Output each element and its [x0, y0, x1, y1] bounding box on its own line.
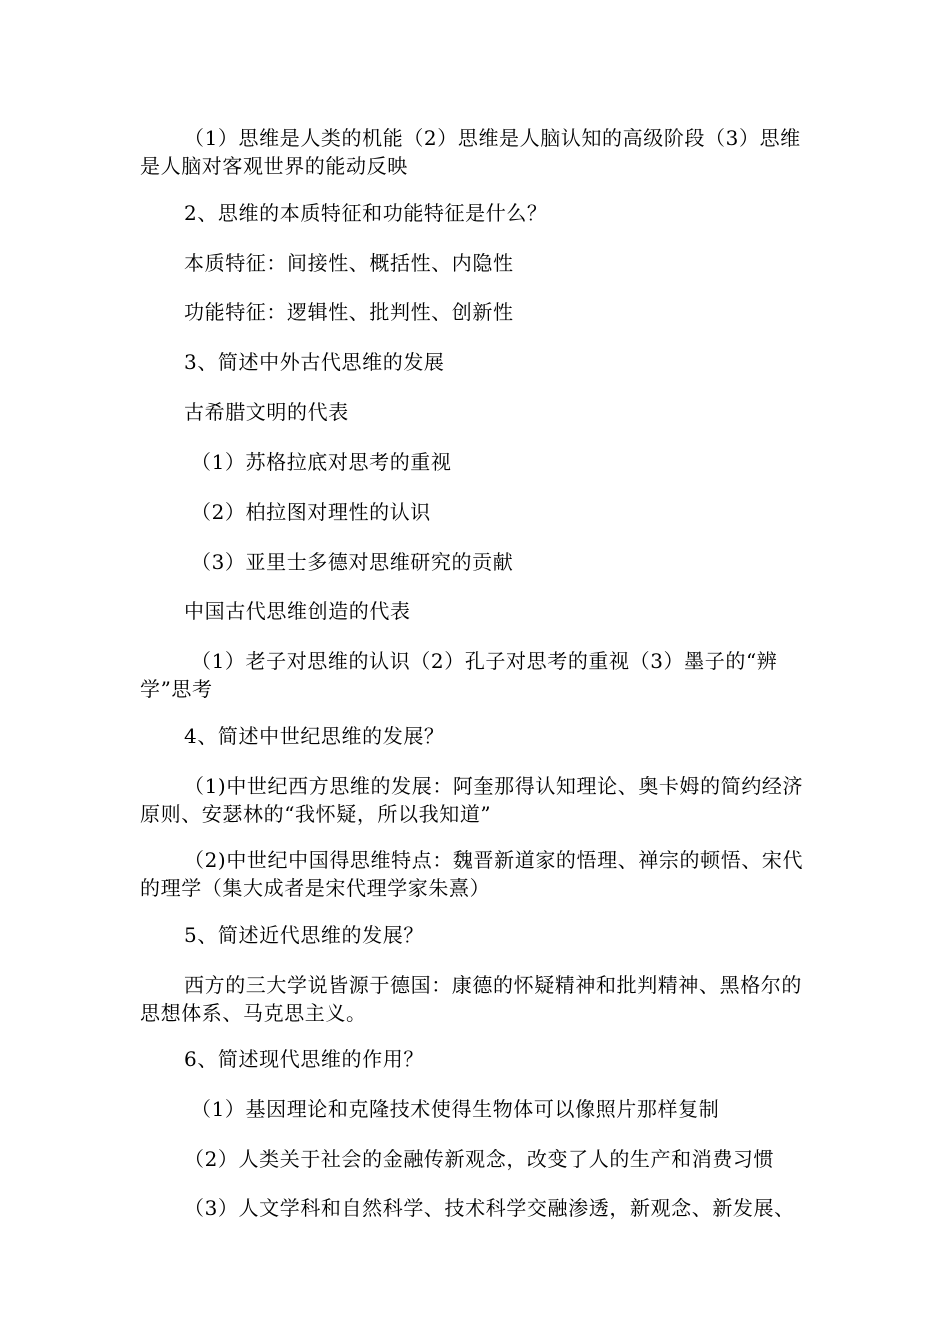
heading-question-4: 4、简述中世纪思维的发展？ [184, 724, 445, 748]
paragraph-functional-features: 功能特征：逻辑性、批判性、创新性 [184, 300, 514, 324]
paragraph-essential-features: 本质特征：间接性、概括性、内隐性 [184, 251, 514, 275]
list-item-finance-concepts: （2）人类关于社会的金融传新观念，改变了人的生产和消费习惯 [184, 1147, 775, 1171]
paragraph-thinking-definition: （1）思维是人类的机能（2）思维是人脑认知的高级阶段（3）思维是人脑对客观世界的能动反映 [140, 126, 801, 178]
list-item-humanities-science: （3）人文学科和自然科学、技术科学交融渗透，新观念、新发展、 [184, 1196, 795, 1220]
heading-question-6: 6、简述现代思维的作用？ [184, 1047, 424, 1071]
list-item-gene-cloning: （1）基因理论和克隆技术使得生物体可以像照片那样复制 [184, 1097, 720, 1121]
paragraph-chinese-ancient: 中国古代思维创造的代表 [184, 599, 411, 623]
paragraph-medieval-china: （2)中世纪中国得思维特点：魏晋新道家的悟理、禅宗的顿悟、宋代的理学（集大成者是宋代理学家朱熹） [140, 848, 804, 900]
paragraph-medieval-west: （1)中世纪西方思维的发展：阿奎那得认知理论、奥卡姆的简约经济原则、安瑟林的“我怀疑，所以我知道” [140, 774, 804, 826]
list-item-socrates: （1）苏格拉底对思考的重视 [184, 450, 452, 474]
paragraph-chinese-thinkers: （1）老子对思维的认识（2）孔子对思考的重视（3）墨子的“辨学”思考 [140, 649, 778, 701]
list-item-aristotle: （3）亚里士多德对思维研究的贡献 [184, 550, 514, 574]
paragraph-german-theories: 西方的三大学说皆源于德国：康德的怀疑精神和批判精神、黑格尔的思想体系、马克思主义。 [140, 973, 802, 1025]
heading-question-3: 3、简述中外古代思维的发展 [184, 350, 445, 374]
paragraph-greek-civilization: 古希腊文明的代表 [184, 400, 349, 424]
list-item-plato: （2）柏拉图对理性的认识 [184, 500, 431, 524]
heading-question-5: 5、简述近代思维的发展？ [184, 923, 424, 947]
heading-question-2: 2、思维的本质特征和功能特征是什么？ [184, 201, 548, 225]
